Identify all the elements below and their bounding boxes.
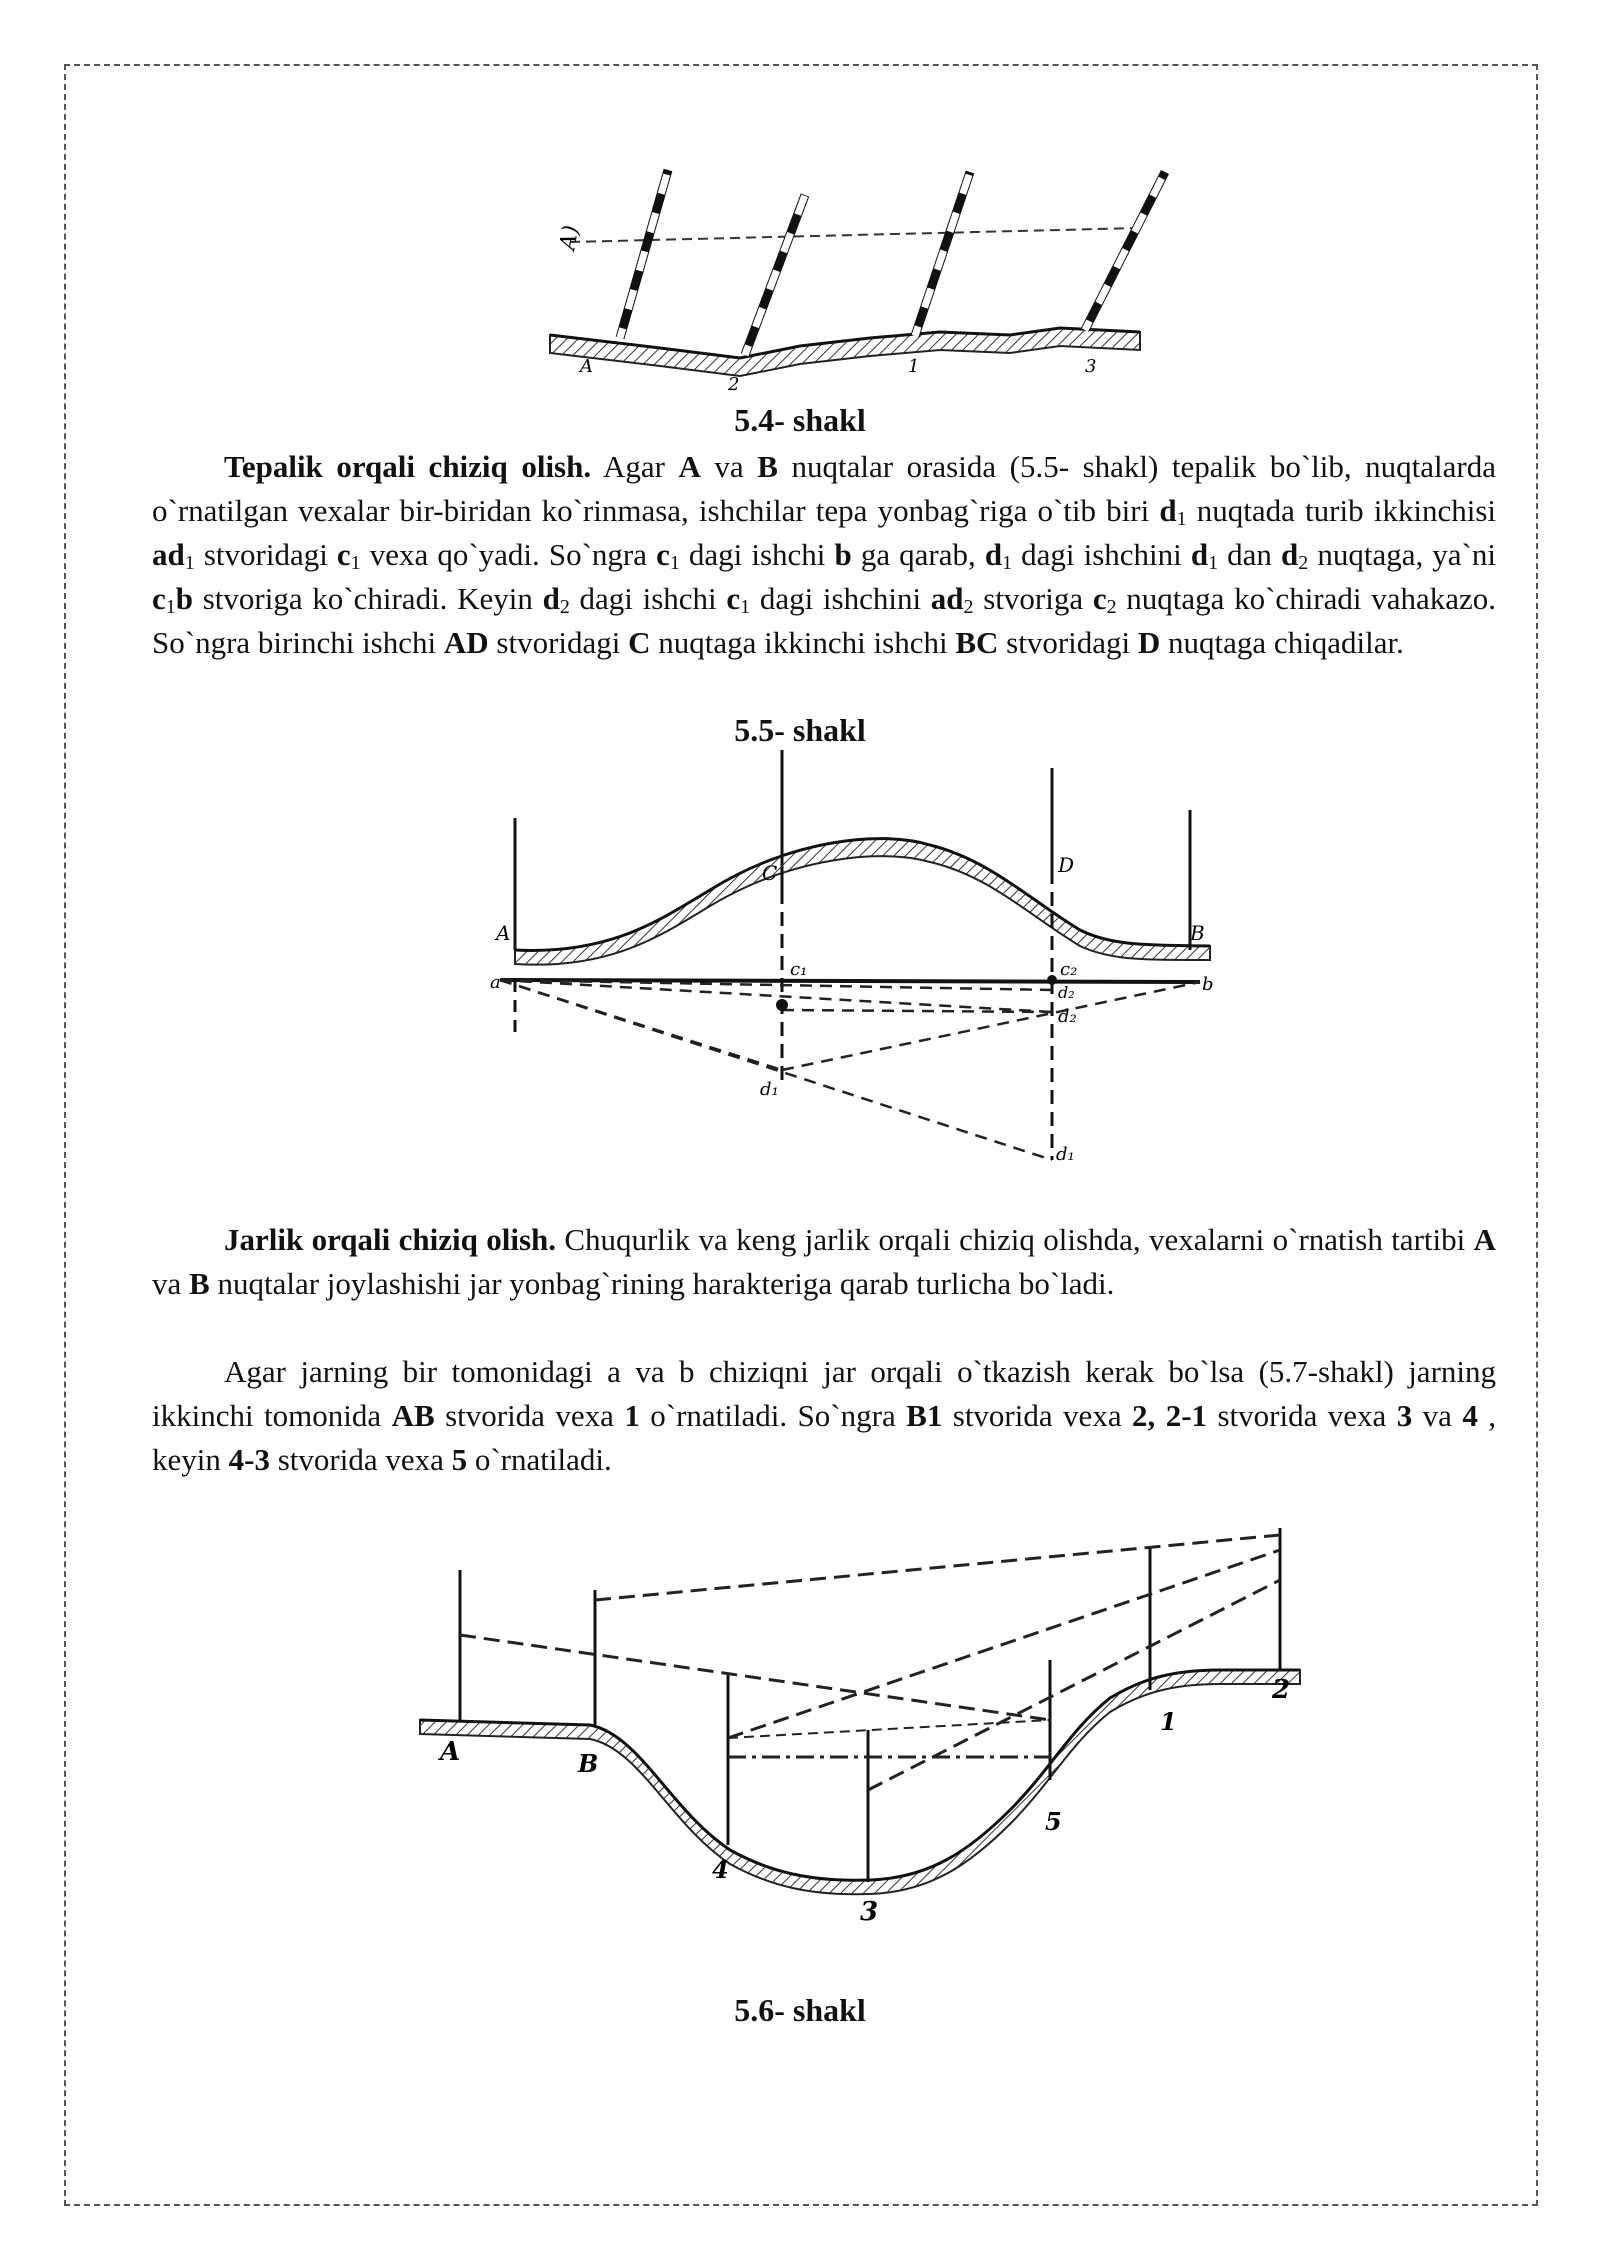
label-c1: c₁ [790,959,808,980]
label-2: 2 [1272,1675,1291,1705]
label-d1-left: d₁ [760,1079,779,1100]
label-side: A) [555,223,585,252]
label-b-lower: b [1202,974,1214,995]
figure-caption: 5.4- shakl [734,402,866,438]
label-4: 4 [712,1855,729,1884]
figure-5-6 [410,1520,1310,1930]
label-d2: d₂ [1058,1006,1077,1027]
ranging-pole [915,172,970,336]
paragraph: Tepalik orqali chiziq olish. Agar A va B nuqtalar orasida (5.5- shakl) tepalik bo`lib, nuqtalarda o`rnatilgan vexalar bir-biridan ko`rinmasa, ishchilar tepa yonbag`riga o`tib biri $d_1$ nuqtada turib ikkinchisi $ad_1$ stvoridagi $c_1$ vexa qo`yadi. So`ngra $c_1$ dagi ishchi b ga qarab, $d_1$ dagi ishchini $d_1$ dan $d_2$ nuqtaga, ya`ni $c_1b$ stvoriga ko`chiradi. Keyin $d_2$ dagi ishchi $c_1$ dagi ishchini $ad_2$ stvoriga $c_2$ nuqtaga ko`chiradi vahakazo. So`ngra birinchi ishchi AD stvoridagi C nuqtaga ikkinchi ishchi BC stvoridagi D nuqtaga chiqadilar. [152,449,1496,660]
figure-caption: 5.6- shakl [734,1992,866,2028]
label-a: A [440,1737,461,1767]
label-a: A [580,356,593,377]
label-3: 3 [860,1897,879,1927]
label-d: D [1058,853,1075,877]
label-c: C [762,861,778,885]
paragraph: Jarlik orqali chiziq olish. Chuqurlik va keng jarlik orqali chiziq olishda, vexalarni o`rnatish tartibi A va B nuqtalar joylashishi jar yonbag`rining harakteriga qarab turlicha bo`ladi. [152,1222,1496,1301]
ranging-pole [1085,172,1165,330]
label-b-upper: B [1190,921,1205,945]
ranging-pole [620,170,668,338]
label-d2-upper: d₂ [1058,983,1075,1002]
label-c2: c₂ [1060,959,1078,980]
label-2: 2 [728,374,740,395]
label-3: 3 [1085,356,1097,377]
figure-5-4 [540,150,1180,400]
label-1: 1 [908,356,920,377]
label-b: B [578,1749,599,1778]
paragraph: Agar jarning bir tomonidagi a va b chiziqni jar orqali o`tkazish kerak bo`lsa (5.7-shakl) jarning ikkinchi tomonida AB stvorida vexa 1 o`rnatiladi. So`ngra B1 stvorida vexa 2, 2-1 stvorida vexa 3 va 4 , keyin 4-3 stvorida vexa 5 o`rnatiladi. [152,1354,1497,1477]
label-a-lower: a [490,972,501,993]
ranging-pole [745,195,805,355]
label-d1-right: d₁ [1056,1144,1075,1165]
label-1: 1 [1160,1707,1177,1736]
label-5: 5 [1045,1807,1062,1836]
figure-caption: 5.5- shakl [734,712,866,748]
figure-5-5 [490,750,1230,1180]
label-a-upper: A [496,921,511,945]
